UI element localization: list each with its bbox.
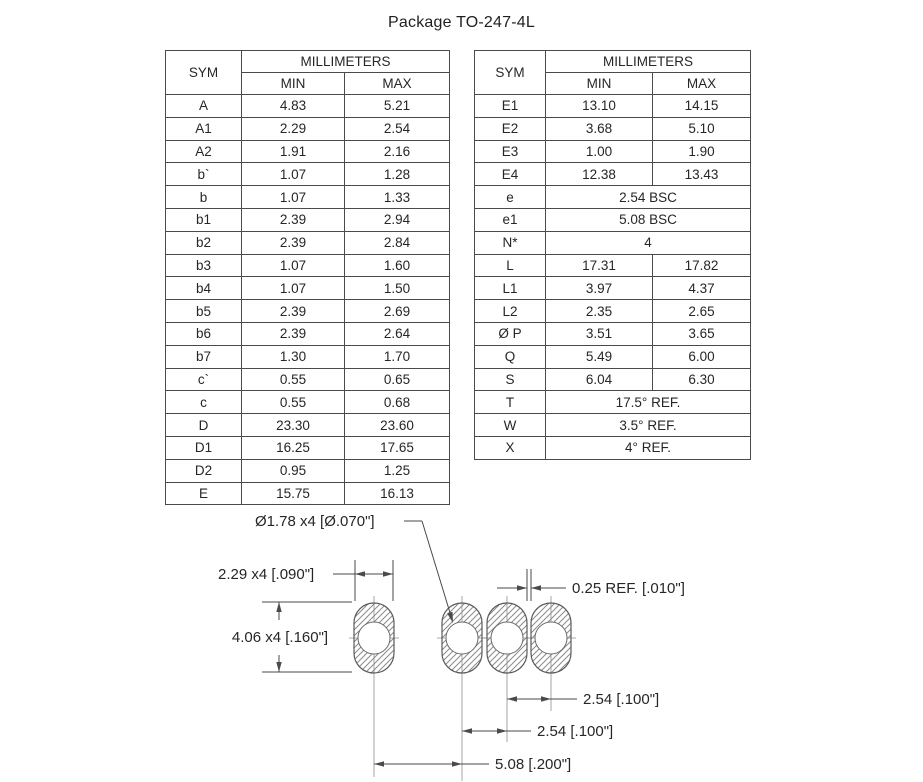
sym-cell: b2 — [166, 231, 242, 254]
max-cell: 1.33 — [345, 186, 450, 209]
max-cell: 13.43 — [653, 163, 751, 186]
table-row — [475, 345, 751, 368]
sym-cell: E2 — [475, 117, 546, 140]
min-cell: 13.10 — [546, 95, 653, 118]
table-row — [475, 117, 751, 140]
max-cell: 2.84 — [345, 231, 450, 254]
table-row — [475, 436, 751, 459]
table-row — [166, 208, 450, 231]
sym-cell: b — [166, 186, 242, 209]
max-cell: 1.50 — [345, 277, 450, 300]
dimensions-table-left — [165, 50, 450, 505]
dimensions-table-right — [474, 50, 751, 460]
table-row — [475, 95, 751, 118]
max-cell: 2.69 — [345, 300, 450, 323]
sym-cell: Ø P — [475, 322, 546, 345]
min-cell: 2.35 — [546, 300, 653, 323]
max-cell: 2.16 — [345, 140, 450, 163]
sym-cell: b` — [166, 163, 242, 186]
sym-cell: N* — [475, 231, 546, 254]
max-cell: 2.94 — [345, 208, 450, 231]
label-pad-width: 2.29 x4 [.090"] — [218, 566, 315, 583]
sym-cell: L2 — [475, 300, 546, 323]
sym-cell: E — [166, 482, 242, 505]
table-header-row — [166, 51, 450, 73]
sym-cell: X — [475, 436, 546, 459]
min-cell: 12.38 — [546, 163, 653, 186]
sym-cell: c` — [166, 368, 242, 391]
sym-cell: A2 — [166, 140, 242, 163]
value-cell: 17.5° REF. — [546, 391, 751, 414]
min-cell: 16.25 — [242, 436, 345, 459]
table-row — [475, 414, 751, 437]
column-header-min: MIN — [242, 73, 345, 95]
table-row — [166, 254, 450, 277]
label-pad-height: 4.06 x4 [.160"] — [231, 629, 329, 646]
min-cell: 3.68 — [546, 117, 653, 140]
column-header-sym: SYM — [166, 51, 242, 95]
min-cell: 1.91 — [242, 140, 345, 163]
sym-cell: W — [475, 414, 546, 437]
table-row — [475, 140, 751, 163]
table-header-row — [475, 51, 751, 73]
sym-cell: e1 — [475, 208, 546, 231]
max-cell: 5.10 — [653, 117, 751, 140]
label-pitch-3-4: 2.54 [.100"] — [583, 691, 660, 708]
table-row — [166, 368, 450, 391]
value-cell: 3.5° REF. — [546, 414, 751, 437]
sym-cell: E3 — [475, 140, 546, 163]
pad-1-hole — [358, 622, 390, 654]
max-cell: 1.90 — [653, 140, 751, 163]
sym-cell: D2 — [166, 459, 242, 482]
label-pitch-2-3: 2.54 [.100"] — [537, 723, 614, 740]
min-cell: 2.29 — [242, 117, 345, 140]
table-row — [166, 459, 450, 482]
dimension-pitch-2-3 — [462, 728, 531, 733]
min-cell: 5.49 — [546, 345, 653, 368]
min-cell: 1.00 — [546, 140, 653, 163]
table-row — [475, 391, 751, 414]
dimension-pitch-3-4 — [507, 696, 577, 701]
sym-cell: Q — [475, 345, 546, 368]
table-row — [166, 117, 450, 140]
sym-cell: A — [166, 95, 242, 118]
sym-cell: A1 — [166, 117, 242, 140]
table-row — [475, 208, 751, 231]
column-header-sym: SYM — [475, 51, 546, 95]
min-cell: 1.30 — [242, 345, 345, 368]
min-cell: 2.39 — [242, 208, 345, 231]
max-cell: 23.60 — [345, 414, 450, 437]
max-cell: 0.65 — [345, 368, 450, 391]
min-cell: 15.75 — [242, 482, 345, 505]
table-row — [475, 186, 751, 209]
max-cell: 6.00 — [653, 345, 751, 368]
label-pitch-1-2: 5.08 [.200"] — [495, 756, 572, 773]
min-cell: 17.31 — [546, 254, 653, 277]
value-cell: 4 — [546, 231, 751, 254]
min-cell: 3.97 — [546, 277, 653, 300]
sym-cell: b3 — [166, 254, 242, 277]
column-header-min: MIN — [546, 73, 653, 95]
min-cell: 1.07 — [242, 186, 345, 209]
max-cell: 1.28 — [345, 163, 450, 186]
min-cell: 1.07 — [242, 254, 345, 277]
pad-1 — [354, 603, 394, 673]
min-cell: 2.39 — [242, 300, 345, 323]
land-pattern-drawing — [0, 500, 923, 782]
table-row — [166, 300, 450, 323]
min-cell: 4.83 — [242, 95, 345, 118]
pad-4-hole — [535, 622, 567, 654]
min-cell: 0.55 — [242, 391, 345, 414]
table-row — [166, 95, 450, 118]
max-cell: 1.25 — [345, 459, 450, 482]
max-cell: 5.21 — [345, 95, 450, 118]
sym-cell: L1 — [475, 277, 546, 300]
sym-cell: b1 — [166, 208, 242, 231]
max-cell: 2.65 — [653, 300, 751, 323]
min-cell: 0.95 — [242, 459, 345, 482]
max-cell: 4.37 — [653, 277, 751, 300]
min-cell: 1.07 — [242, 163, 345, 186]
max-cell: 1.70 — [345, 345, 450, 368]
value-cell: 4° REF. — [546, 436, 751, 459]
table-row — [166, 277, 450, 300]
column-header-units: MILLIMETERS — [242, 51, 450, 73]
min-cell: 23.30 — [242, 414, 345, 437]
table-row — [475, 300, 751, 323]
dimension-pitch-1-2 — [374, 761, 489, 766]
table-row — [166, 140, 450, 163]
min-cell: 3.51 — [546, 322, 653, 345]
table-row — [166, 163, 450, 186]
max-cell: 17.65 — [345, 436, 450, 459]
value-cell: 5.08 BSC — [546, 208, 751, 231]
page-title: Package TO-247-4L — [388, 14, 535, 31]
min-cell: 1.07 — [242, 277, 345, 300]
max-cell: 1.60 — [345, 254, 450, 277]
label-hole-diameter: Ø1.78 x4 [Ø.070"] — [255, 513, 375, 530]
max-cell: 14.15 — [653, 95, 751, 118]
table-row — [475, 231, 751, 254]
dimension-pad-width — [333, 560, 393, 601]
table-row — [166, 231, 450, 254]
max-cell: 0.68 — [345, 391, 450, 414]
min-cell: 2.39 — [242, 231, 345, 254]
sym-cell: E1 — [475, 95, 546, 118]
table-row — [166, 436, 450, 459]
table-row — [475, 163, 751, 186]
min-cell: 0.55 — [242, 368, 345, 391]
column-header-max: MAX — [345, 73, 450, 95]
pad-2-hole — [446, 622, 478, 654]
table-row — [166, 345, 450, 368]
table-row — [166, 414, 450, 437]
sym-cell: E4 — [475, 163, 546, 186]
table-row — [475, 368, 751, 391]
sym-cell: b5 — [166, 300, 242, 323]
sym-cell: b7 — [166, 345, 242, 368]
sym-cell: D — [166, 414, 242, 437]
label-gap-ref: 0.25 REF. [.010"] — [572, 580, 685, 597]
max-cell: 6.30 — [653, 368, 751, 391]
table-row — [475, 254, 751, 277]
leader-hole-diameter — [404, 521, 453, 623]
min-cell: 6.04 — [546, 368, 653, 391]
sym-cell: T — [475, 391, 546, 414]
pad-3 — [487, 603, 527, 673]
table-row — [166, 186, 450, 209]
sym-cell: b4 — [166, 277, 242, 300]
sym-cell: D1 — [166, 436, 242, 459]
max-cell: 2.54 — [345, 117, 450, 140]
table-row — [475, 322, 751, 345]
max-cell: 3.65 — [653, 322, 751, 345]
min-cell: 2.39 — [242, 322, 345, 345]
value-cell: 2.54 BSC — [546, 186, 751, 209]
sym-cell: e — [475, 186, 546, 209]
max-cell: 16.13 — [345, 482, 450, 505]
table-row — [475, 277, 751, 300]
pad-3-hole — [491, 622, 523, 654]
sym-cell: S — [475, 368, 546, 391]
sym-cell: L — [475, 254, 546, 277]
column-header-units: MILLIMETERS — [546, 51, 751, 73]
max-cell: 2.64 — [345, 322, 450, 345]
sym-cell: c — [166, 391, 242, 414]
pad-4 — [531, 603, 571, 673]
table-row — [166, 391, 450, 414]
column-header-max: MAX — [653, 73, 751, 95]
table-row — [166, 322, 450, 345]
sym-cell: b6 — [166, 322, 242, 345]
max-cell: 17.82 — [653, 254, 751, 277]
